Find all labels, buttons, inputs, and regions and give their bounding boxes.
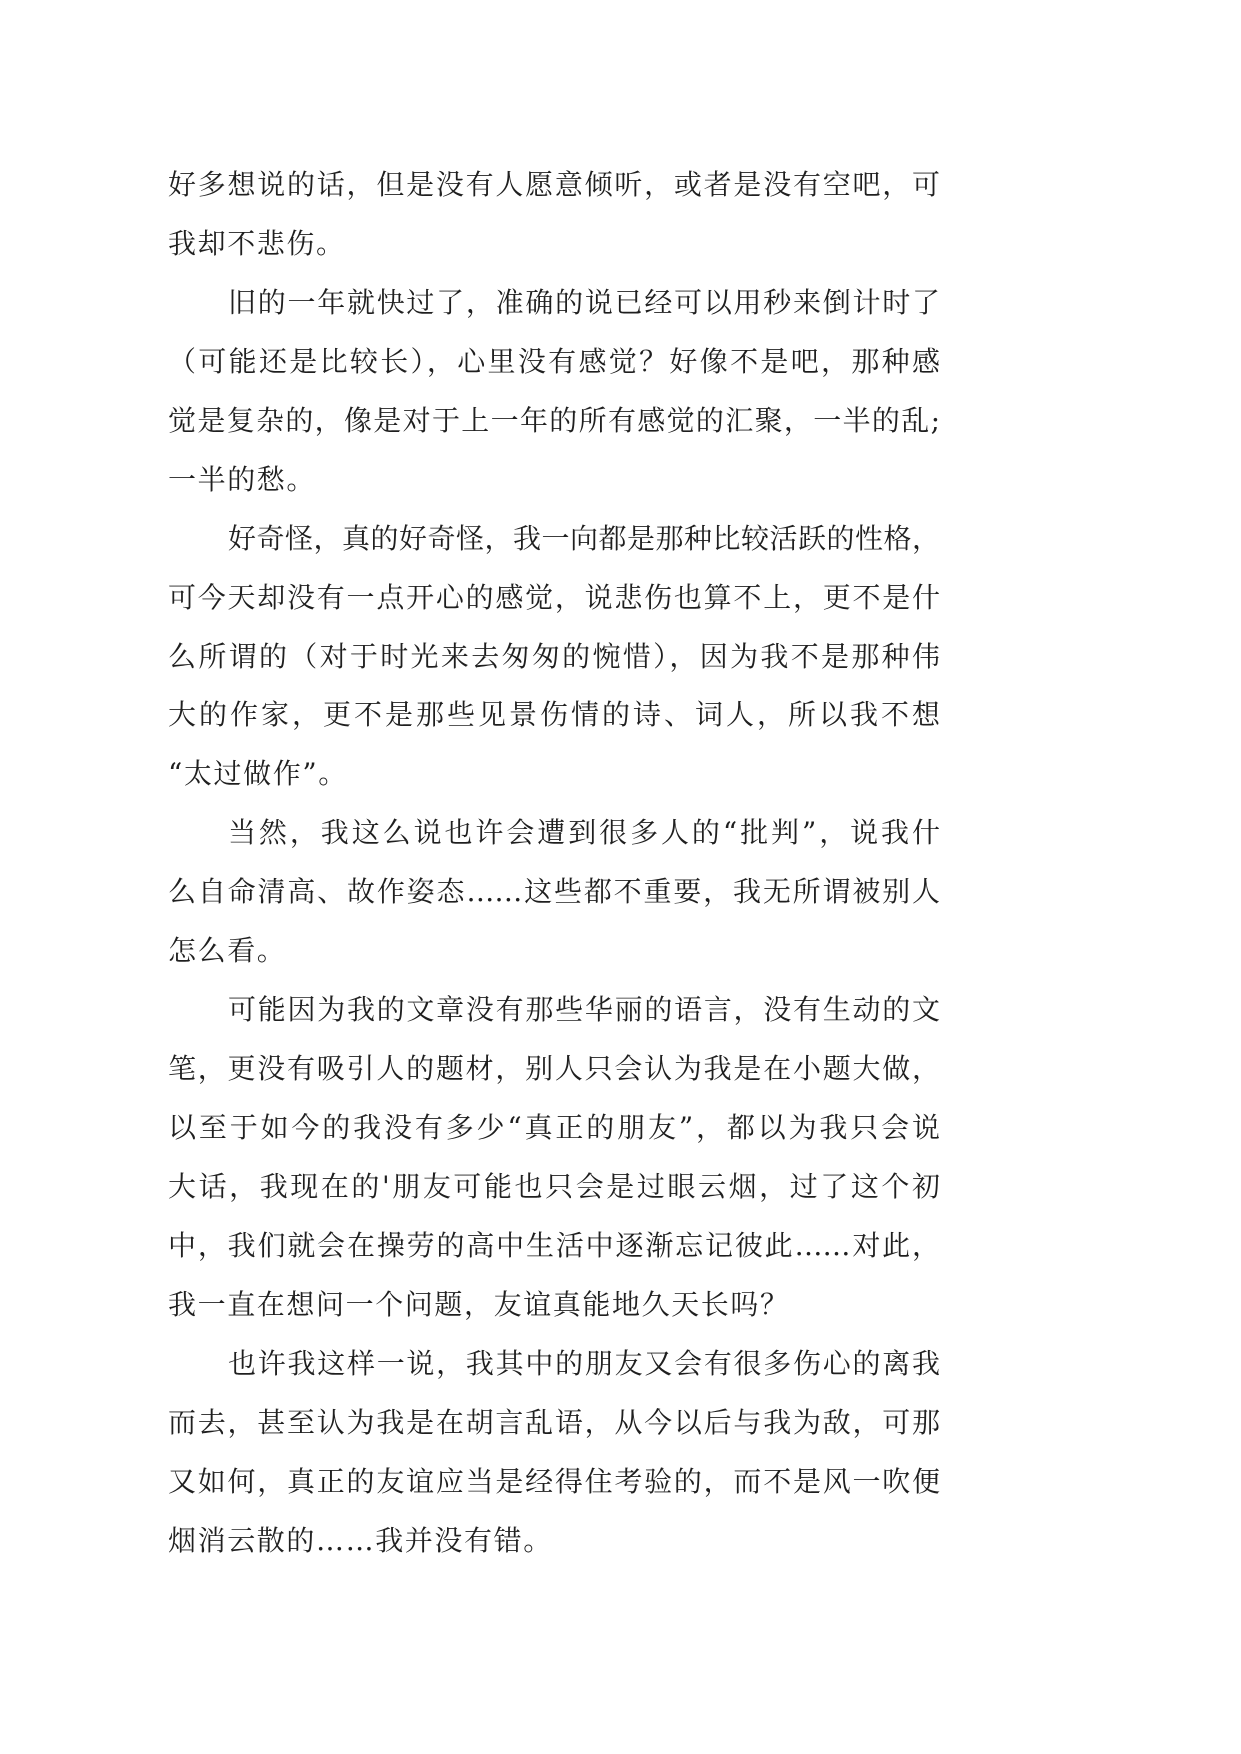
text-line: 么自命清高、故作姿态……这些都不重要，我无所谓被别人 (168, 875, 940, 909)
text-line: 烟消云散的……我并没有错。 (168, 1523, 553, 1557)
text-line: 可今天却没有一点开心的感觉，说悲伤也算不上，更不是什 (168, 580, 940, 614)
text-line: 么所谓的（对于时光来去匆匆的惋惜），因为我不是那种伟 (168, 639, 940, 673)
text-line: 好多想说的话，但是没有人愿意倾听，或者是没有空吧，可 (168, 168, 940, 201)
paragraph (168, 274, 940, 510)
paragraph (168, 1335, 940, 1571)
text-line: 大话，我现在的'朋友可能也只会是过眼云烟，过了这个初 (168, 1169, 940, 1203)
text-line: 可能因为我的文章没有那些华丽的语言，没有生动的文 (228, 993, 940, 1027)
text-line: 旧的一年就快过了，准确的说已经可以用秒来倒计时了 (228, 285, 940, 319)
text-line: 笔，更没有吸引人的题材，别人只会认为我是在小题大做， (168, 1052, 940, 1086)
text-line: 我却不悲伤。 (168, 226, 346, 260)
text-line: 好奇怪，真的好奇怪，我一向都是那种比较活跃的性格， (228, 521, 940, 555)
text-line: 而去，甚至认为我是在胡言乱语，从今以后与我为敌，可那 (168, 1405, 940, 1439)
paragraph (168, 510, 940, 805)
text-line: 怎么看。 (168, 934, 287, 968)
text-line: 我一直在想问一个问题，友谊真能地久天长吗？ (168, 1287, 790, 1321)
text-line: 以至于如今的我没有多少“真正的朋友”，都以为我只会说 (168, 1111, 940, 1144)
text-line: “太过做作”。 (168, 757, 348, 791)
text-line: 大的作家，更不是那些见景伤情的诗、词人，所以我不想 (168, 698, 940, 732)
text-line: 一半的愁。 (168, 462, 317, 496)
text-line: （可能还是比较长），心里没有感觉？好像不是吧，那种感 (168, 344, 940, 378)
text-line: 也许我这样一说，我其中的朋友又会有很多伤心的离我 (228, 1346, 940, 1380)
paragraph (168, 981, 940, 1335)
document-body (168, 156, 940, 1571)
text-line: 中，我们就会在操劳的高中生活中逐渐忘记彼此……对此， (168, 1228, 940, 1262)
text-line: 又如何，真正的友谊应当是经得住考验的，而不是风一吹便 (168, 1464, 940, 1498)
text-line: 当然，我这么说也许会遭到很多人的“批判”，说我什 (228, 816, 940, 850)
paragraph (168, 156, 940, 274)
paragraph (168, 804, 940, 981)
text-line: 觉是复杂的，像是对于上一年的所有感觉的汇聚，一半的乱; (168, 403, 940, 437)
